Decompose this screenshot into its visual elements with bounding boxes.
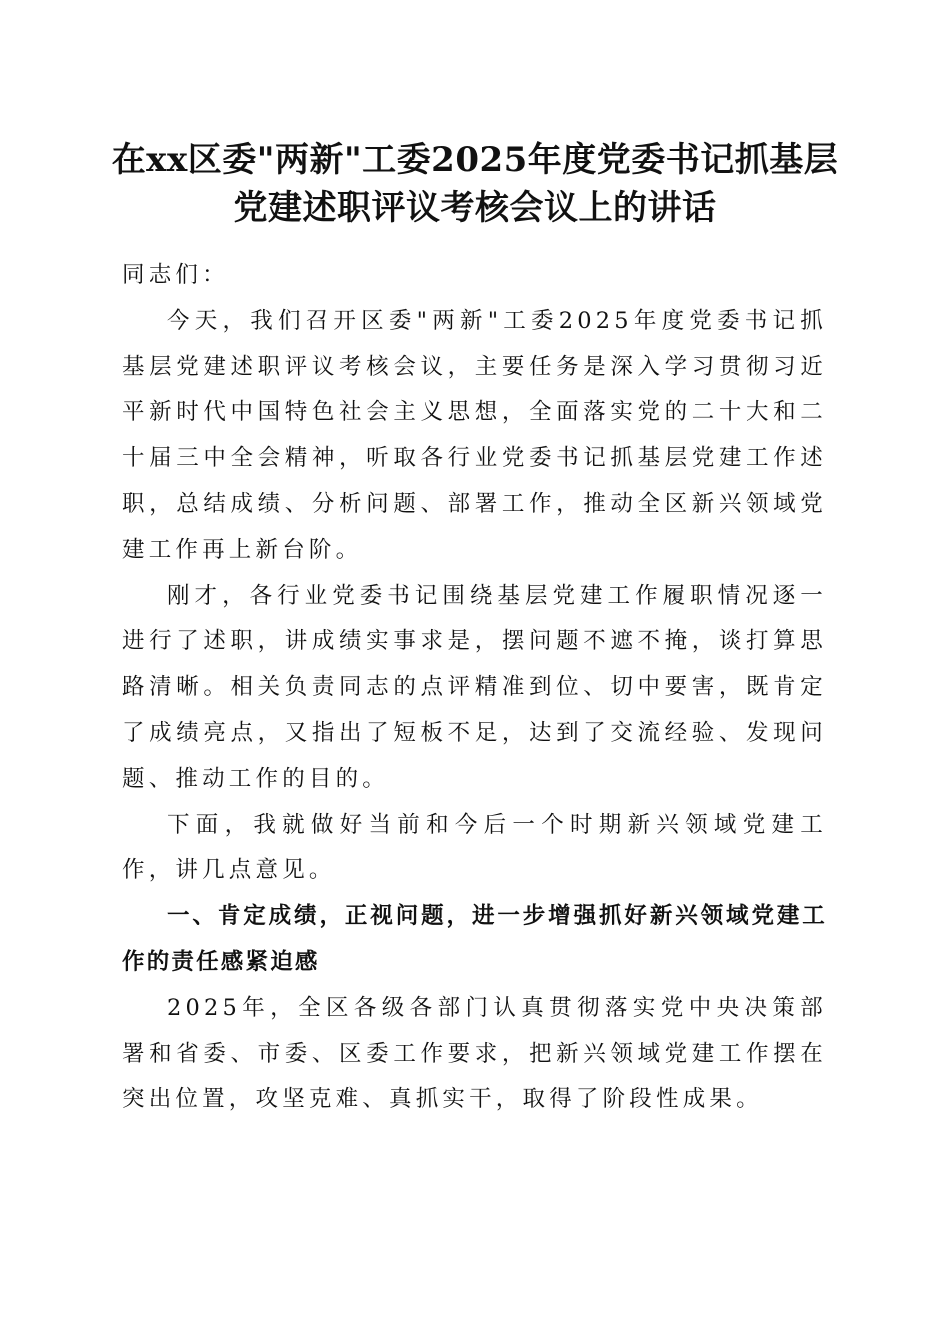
section-heading-1: 一、肯定成绩，正视问题，进一步增强抓好新兴领域党建工作的责任感紧迫感 bbox=[122, 903, 827, 975]
salutation: 同志们： bbox=[122, 262, 229, 288]
document-body bbox=[122, 253, 827, 1123]
paragraph-section-1: 2025年，全区各级各部门认真贯彻落实党中央决策部署和省委、市委、区委工作要求，把新兴领域党建工作摆在突出位置，攻坚克难、真抓实干，取得了阶段性成果。 bbox=[122, 994, 827, 1113]
paragraph-transition: 下面，我就做好当前和今后一个时期新兴领域党建工作，讲几点意见。 bbox=[122, 811, 827, 884]
document-title: 在xx区委"两新"工委2025年度党委书记抓基层党建述职评议考核会议上的讲话 bbox=[111, 140, 839, 228]
paragraph-review: 刚才，各行业党委书记围绕基层党建工作履职情况逐一进行了述职，讲成绩实事求是，摆问题不遮不掩，谈打算思路清晰。相关负责同志的点评精准到位、切中要害，既肯定了成绩亮点，又指出了短板不足，达到了交流经验、发现问题、推动工作的目的。 bbox=[122, 582, 827, 792]
paragraph-opening: 今天，我们召开区委"两新"工委2025年度党委书记抓基层党建述职评议考核会议，主要任务是深入学习贯彻习近平新时代中国特色社会主义思想，全面落实党的二十大和二十届三中全会精神，听取各行业党委书记抓基层党建工作述职，总结成绩、分析问题、部署工作，推动全区新兴领域党建工作再上新台阶。 bbox=[122, 307, 827, 563]
